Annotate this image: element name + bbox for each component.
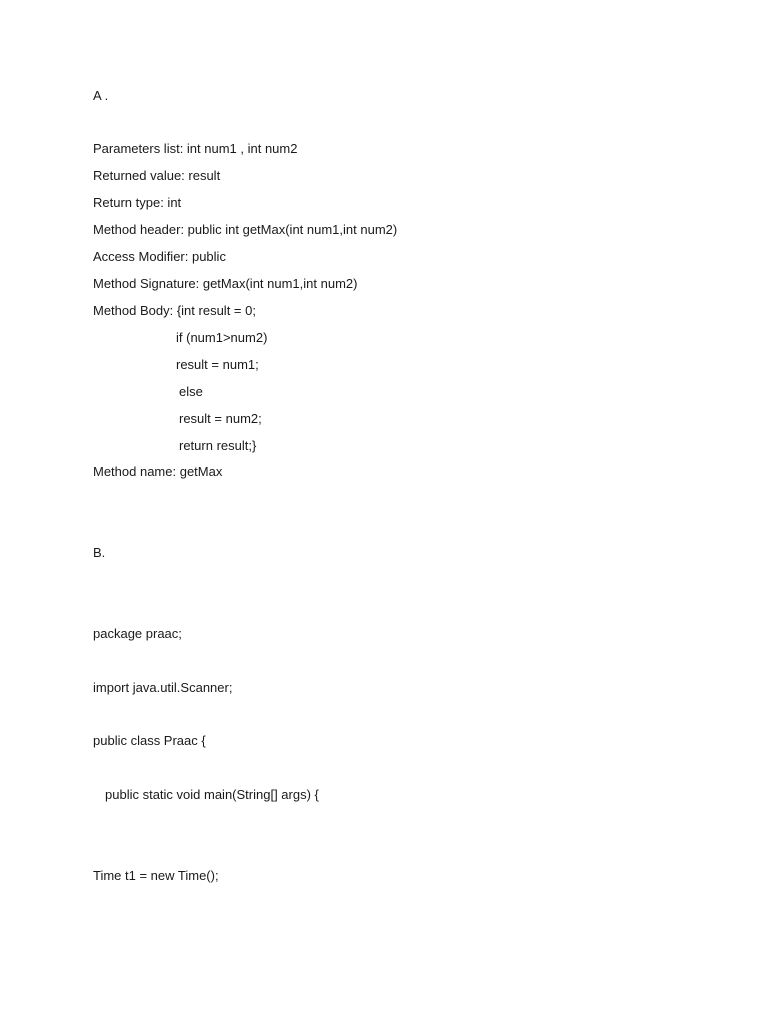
method-name: Method name: getMax (93, 464, 223, 479)
method-body-line: else (179, 384, 203, 399)
method-signature: Method Signature: getMax(int num1,int num2) (93, 276, 358, 291)
section-a-heading: A . (93, 88, 109, 103)
method-body-line: return result;} (179, 438, 257, 453)
return-type: Return type: int (93, 195, 182, 210)
access-modifier: Access Modifier: public (93, 249, 226, 264)
import-line: import java.util.Scanner; (93, 680, 233, 695)
method-body-line: if (num1>num2) (176, 330, 268, 345)
time-line: Time t1 = new Time(); (93, 868, 219, 883)
method-body-line: result = num1; (176, 357, 259, 372)
package-line: package praac; (93, 626, 182, 641)
class-line: public class Praac { (93, 733, 206, 748)
method-body-line: result = num2; (179, 411, 262, 426)
method-body-start: Method Body: {int result = 0; (93, 303, 256, 318)
returned-value: Returned value: result (93, 168, 221, 183)
section-b-heading: B. (93, 545, 106, 560)
main-method-line: public static void main(String[] args) { (105, 787, 319, 802)
parameters-list: Parameters list: int num1 , int num2 (93, 141, 298, 156)
method-header: Method header: public int getMax(int num1,int num2) (93, 222, 398, 237)
